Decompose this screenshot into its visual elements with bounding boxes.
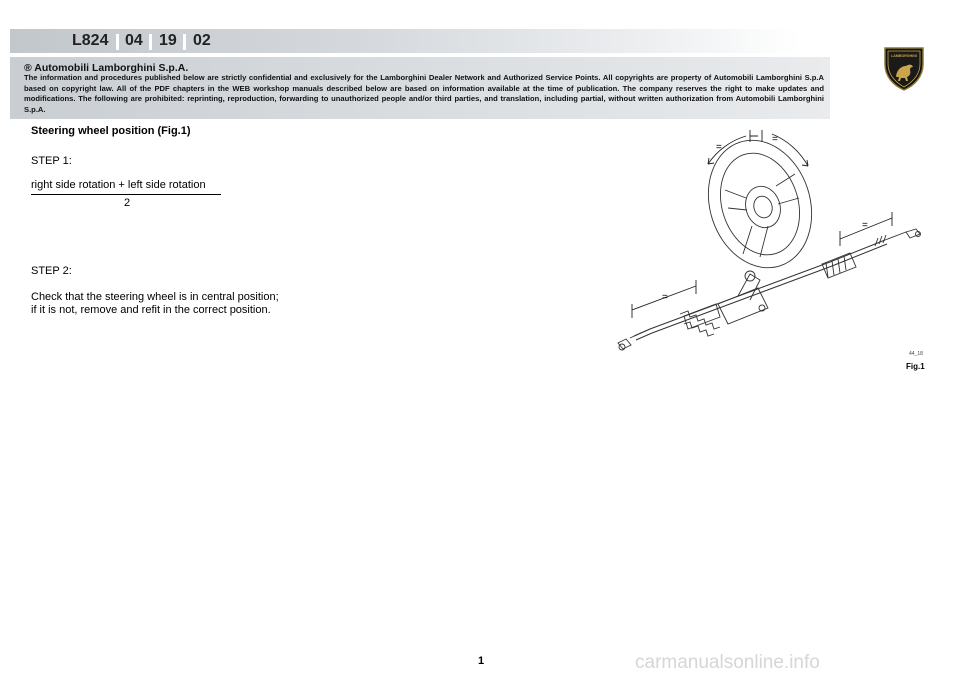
section-title: Steering wheel position (Fig.1) xyxy=(31,125,191,137)
copyright-text: The information and procedures published below are strictly confidential and exclusively for the Lamborghini Dealer Network and Authorized Service Points. All copyrights are property of Automobili Lamborghini S.p.A based on copyright law. All of the PDF chapters in the WEB workshop manuals described below are based on information available at the time of publication. The company reserves the right to make updates and modifications. The following are prohibited: reprinting, reproduction, forwarding to unauthorized people and/or third parties, and translation, including partial, without written authorization from Automobili Lamborghini S.p.A. xyxy=(24,73,824,114)
manual-code: L824 xyxy=(72,32,109,49)
step2-label: STEP 2: xyxy=(31,265,72,277)
section-code: 02 xyxy=(193,32,211,49)
step2-instruction-line1: Check that the steering wheel is in central position; xyxy=(31,291,279,303)
steering-wheel-rim xyxy=(692,127,827,282)
equal-mark: = xyxy=(662,292,668,303)
page-number: 1 xyxy=(478,655,485,667)
formula-denominator: 2 xyxy=(124,197,131,209)
equal-mark: = xyxy=(716,142,722,153)
formula-numerator: right side rotation + left side rotation xyxy=(31,179,206,191)
step2-instruction-line2: if it is not, remove and refit in the correct position. xyxy=(31,304,271,316)
lamborghini-logo xyxy=(879,42,929,92)
code-separator xyxy=(149,34,152,50)
figure-reference: 44_18 xyxy=(909,351,923,357)
equal-mark: = xyxy=(862,220,868,231)
copyright-title: ® Automobili Lamborghini S.p.A. xyxy=(24,62,189,74)
code-separator xyxy=(183,34,186,50)
group-code: 04 xyxy=(125,32,143,49)
steering-figure xyxy=(600,124,940,360)
watermark: carmanualsonline.info xyxy=(635,652,820,673)
code-separator xyxy=(116,34,119,50)
steering-wheel-hub xyxy=(740,182,785,232)
fraction-line xyxy=(31,194,221,195)
subgroup-code: 19 xyxy=(159,32,177,49)
logo-text: LAMBORGHINI xyxy=(891,54,917,58)
step1-label: STEP 1: xyxy=(31,155,72,167)
figure-label: Fig.1 xyxy=(906,362,925,371)
equal-mark: = xyxy=(772,134,778,145)
